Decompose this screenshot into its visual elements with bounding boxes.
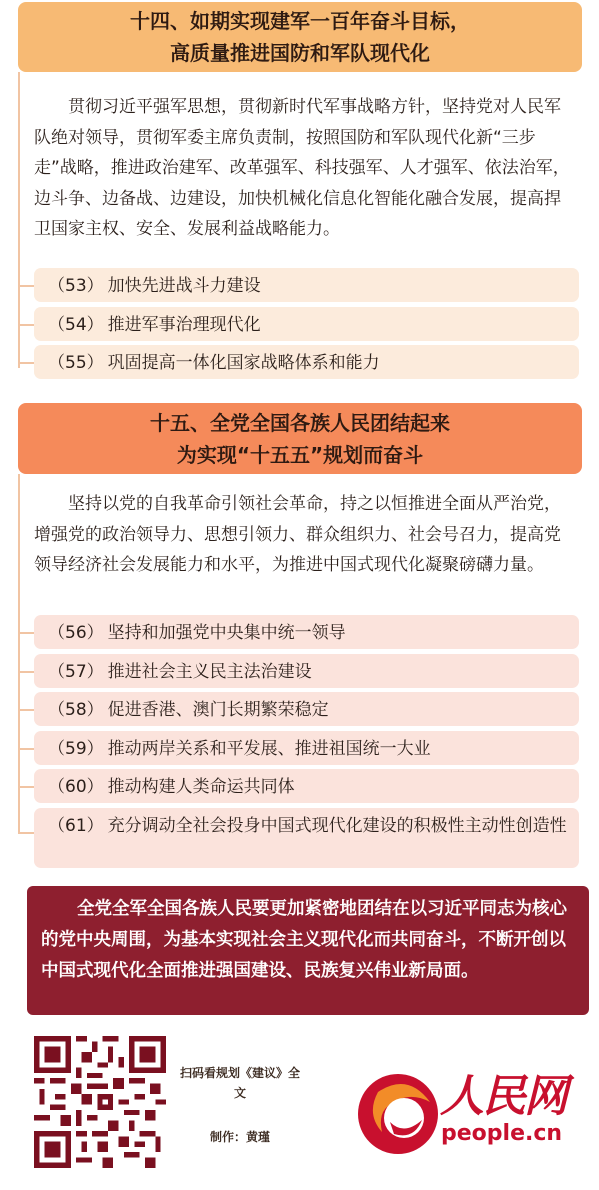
connector-tick [18,632,34,634]
item-number: （54） [48,315,104,335]
list-item [34,268,579,302]
item-text: 推动构建人类命运共同体 [107,777,295,797]
item-number: （57） [48,662,104,682]
connector-tick [18,709,34,711]
list-item [34,769,579,803]
section-14-header [18,2,582,72]
item-text: 促进香港、澳门长期繁荣稳定 [107,700,329,720]
item-text: 巩固提高一体化国家战略体系和能力 [107,353,380,373]
section-15-header [18,403,582,474]
logo-text-cn: 人民网 [440,1071,566,1122]
section-15-title-line1: 十五、全党全国各族人民团结起来 [150,411,450,435]
section-15-title-line2: 为实现“十五五”规划而奋斗 [176,443,424,467]
list-item [34,654,579,688]
item-number: （59） [48,739,104,759]
list-item [34,615,579,649]
connector-tick [18,324,34,326]
connector-tick [18,832,34,834]
item-number: （60） [48,777,104,797]
item-number: （61） [48,816,104,836]
connector-tick [18,671,34,673]
section-14-title-line2: 高质量推进国防和军队现代化 [170,41,430,65]
qr-code-icon[interactable] [34,1036,166,1168]
connector-tick [18,285,34,287]
item-text: 推进军事治理现代化 [107,315,261,335]
section-15-intro: 坚持以党的自我革命引领社会革命，持之以恒推进全面从严治党，增强党的政治领导力、思想引领力、群众组织力、社会号召力，提高党领导经济社会发展能力和水平，为推进中国式现代化凝聚磅礴力量。 [34,494,561,575]
scan-caption: 扫码看规划《建议》全文 [180,1066,301,1100]
credit-line: 制作：黄瑾 [209,1130,270,1144]
section-14-title-line1: 十四、如期实现建军一百年奋斗目标， [130,9,470,33]
item-number: （55） [48,353,104,373]
list-item [34,345,579,379]
item-text: 推动两岸关系和平发展、推进祖国统一大业 [107,739,431,759]
item-text: 坚持和加强党中央集中统一领导 [107,623,346,643]
item-number: （58） [48,700,104,720]
connector-tick [18,362,34,364]
people-daily-logo-icon [346,1062,450,1162]
connector-line [18,474,20,834]
list-item [34,731,579,765]
connector-tick [18,786,34,788]
closing-statement: 全党全军全国各族人民要更加紧密地团结在以习近平同志为核心的党中央周围，为基本实现社会主义现代化而共同奋斗，不断开创以中国式现代化全面推进强国建设、民族复兴伟业新局面。 [27,886,589,1015]
list-item [34,307,579,341]
item-text: 推进社会主义民主法治建设 [107,662,312,682]
item-number: （53） [48,276,104,296]
connector-tick [18,748,34,750]
item-text: 加快先进战斗力建设 [107,276,261,296]
list-item [34,692,579,726]
item-text: 充分调动全社会投身中国式现代化建设的积极性主动性创造性 [107,816,567,836]
list-item [34,808,579,868]
item-number: （56） [48,623,104,643]
logo-text-en[interactable]: people.cn [441,1121,563,1146]
section-14-intro: 贯彻习近平强军思想，贯彻新时代军事战略方针，坚持党对人民军队绝对领导，贯彻军委主席负责制，按照国防和军队现代化新“三步走”战略，推进政治建军、改革强军、科技强军、人才强军、依法治军，边斗争、边备战、边建设，加快机械化信息化智能化融合发展，提高捍卫国家主权、安全、发展利益战略能力。 [34,97,570,239]
